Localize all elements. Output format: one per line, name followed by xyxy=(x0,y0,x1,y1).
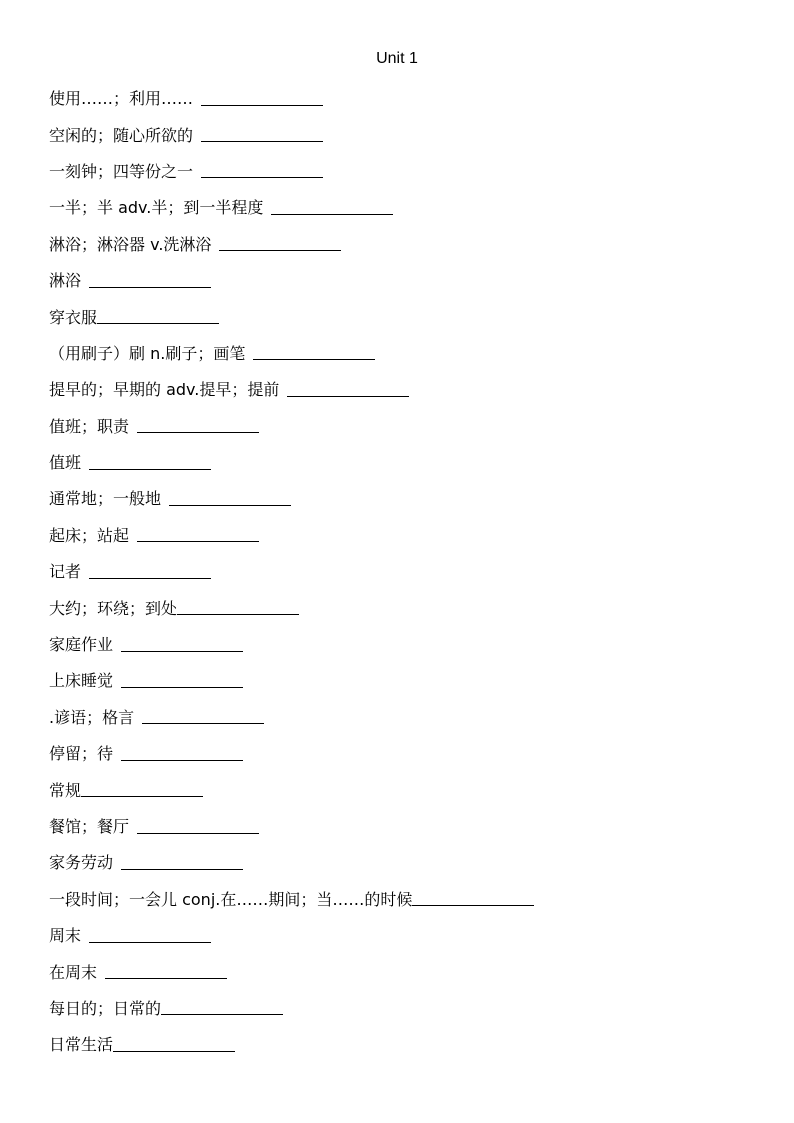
vocab-row xyxy=(49,409,769,445)
answer-blank[interactable] xyxy=(137,416,259,433)
answer-blank[interactable] xyxy=(81,780,203,797)
answer-blank[interactable] xyxy=(121,744,243,761)
answer-blank[interactable] xyxy=(201,161,323,178)
vocab-prompt: 记者 xyxy=(49,562,82,582)
answer-blank[interactable] xyxy=(253,343,375,360)
vocab-row xyxy=(49,845,769,881)
answer-blank[interactable] xyxy=(201,125,323,142)
vocab-row xyxy=(49,554,769,590)
vocab-row xyxy=(49,227,769,263)
answer-blank[interactable] xyxy=(169,489,291,506)
answer-blank[interactable] xyxy=(89,271,211,288)
vocab-row xyxy=(49,299,769,335)
vocab-row xyxy=(49,1027,769,1063)
vocab-row xyxy=(49,954,769,990)
answer-blank[interactable] xyxy=(201,89,323,106)
answer-blank[interactable] xyxy=(89,453,211,470)
vocab-prompt: 停留；待 xyxy=(49,744,114,764)
page-title: Unit 1 xyxy=(376,50,418,67)
vocab-prompt: .谚语；格言 xyxy=(49,707,135,727)
vocab-row xyxy=(49,117,769,153)
answer-blank[interactable] xyxy=(97,307,219,324)
vocab-row xyxy=(49,481,769,517)
vocab-row xyxy=(49,81,769,117)
vocab-prompt: 穿衣服 xyxy=(49,307,98,327)
vocab-prompt: 一段时间；一会儿 conj.在……期间；当……的时候 xyxy=(49,889,413,909)
vocab-prompt: （用刷子）刷 n.刷子；画笔 xyxy=(49,343,246,363)
vocab-row xyxy=(49,590,769,626)
vocab-prompt: 值班 xyxy=(49,453,82,473)
vocab-prompt: 上床睡觉 xyxy=(49,671,114,691)
vocab-row xyxy=(49,518,769,554)
vocab-row xyxy=(49,336,769,372)
vocab-row xyxy=(49,700,769,736)
vocab-prompt: 淋浴 xyxy=(49,271,82,291)
vocab-row xyxy=(49,772,769,808)
answer-blank[interactable] xyxy=(121,635,243,652)
vocab-row xyxy=(49,736,769,772)
answer-blank[interactable] xyxy=(121,853,243,870)
vocab-row xyxy=(49,445,769,481)
vocab-prompt: 大约；环绕；到处 xyxy=(49,598,178,618)
vocab-prompt: 日常生活 xyxy=(49,1035,114,1055)
vocab-row xyxy=(49,991,769,1027)
answer-blank[interactable] xyxy=(219,234,341,251)
answer-blank[interactable] xyxy=(113,1035,235,1052)
vocab-prompt: 通常地；一般地 xyxy=(49,489,162,509)
vocab-prompt: 在周末 xyxy=(49,962,98,982)
vocab-row xyxy=(49,372,769,408)
answer-blank[interactable] xyxy=(137,817,259,834)
vocab-prompt: 周末 xyxy=(49,926,82,946)
answer-blank[interactable] xyxy=(105,962,227,979)
vocab-row xyxy=(49,882,769,918)
answer-blank[interactable] xyxy=(89,926,211,943)
vocab-prompt: 提早的；早期的 adv.提早；提前 xyxy=(49,380,280,400)
vocab-prompt: 淋浴；淋浴器 v.洗淋浴 xyxy=(49,234,212,254)
answer-blank[interactable] xyxy=(271,198,393,215)
vocab-prompt: 使用……；利用…… xyxy=(49,89,194,109)
answer-blank[interactable] xyxy=(412,889,534,906)
vocab-row xyxy=(49,627,769,663)
vocab-prompt: 餐馆；餐厅 xyxy=(49,817,130,836)
vocabulary-list xyxy=(49,81,769,1064)
answer-blank[interactable] xyxy=(121,671,243,688)
answer-blank[interactable] xyxy=(177,598,299,615)
answer-blank[interactable] xyxy=(287,380,409,397)
vocab-row xyxy=(49,809,769,845)
vocab-row xyxy=(49,190,769,226)
vocab-row xyxy=(49,918,769,954)
vocab-prompt: 一半；半 adv.半；到一半程度 xyxy=(49,198,264,218)
answer-blank[interactable] xyxy=(142,707,264,724)
vocab-prompt: 值班；职责 xyxy=(49,416,130,436)
answer-blank[interactable] xyxy=(89,562,211,579)
vocab-prompt: 家务劳动 xyxy=(49,853,114,873)
vocab-row xyxy=(49,263,769,299)
vocab-row xyxy=(49,154,769,190)
vocab-prompt: 空闲的；随心所欲的 xyxy=(49,125,194,145)
vocab-prompt: 一刻钟；四等份之一 xyxy=(49,161,194,181)
answer-blank[interactable] xyxy=(161,998,283,1015)
answer-blank[interactable] xyxy=(137,525,259,542)
vocab-prompt: 家庭作业 xyxy=(49,635,114,655)
vocab-prompt: 每日的；日常的 xyxy=(49,998,162,1018)
vocab-prompt: 起床；站起 xyxy=(49,525,130,545)
vocab-prompt: 常规 xyxy=(49,780,82,800)
vocab-row xyxy=(49,663,769,699)
